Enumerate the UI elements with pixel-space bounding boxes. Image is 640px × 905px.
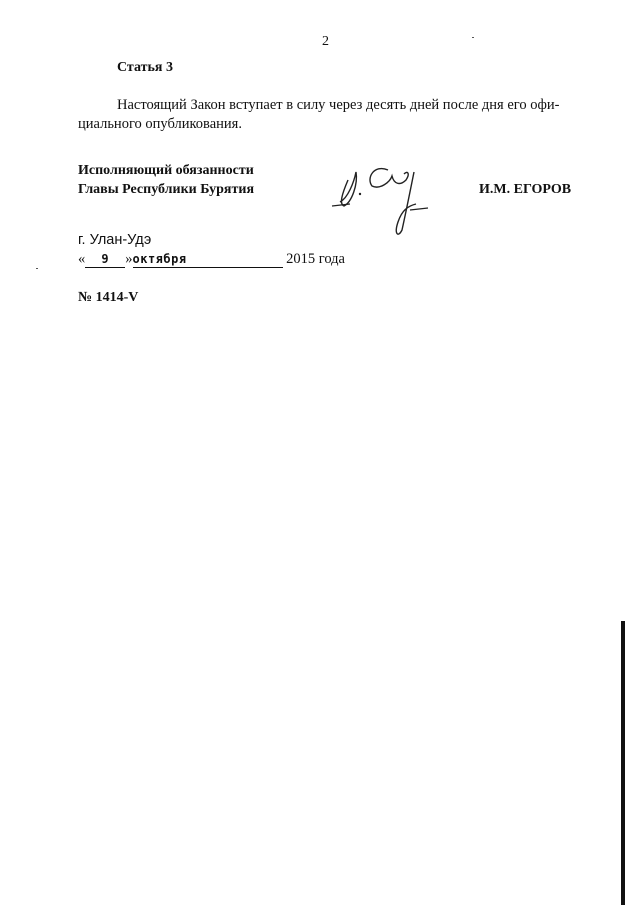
article-title: Статья 3	[117, 60, 173, 75]
law-number: № 1414-V	[78, 290, 139, 305]
date-open-quote: «	[78, 251, 86, 267]
scan-edge-shadow	[621, 621, 625, 905]
signatory-name: И.М. ЕГОРОВ	[479, 182, 572, 197]
article-text-line-1: Настоящий Закон вступает в силу через десять дней после дня его офи-	[117, 97, 560, 113]
place-of-signing: г. Улан-Удэ	[78, 232, 152, 248]
date-month: октября	[133, 252, 283, 268]
date-year: 2015 года	[286, 251, 345, 267]
signing-date	[78, 251, 345, 268]
signatory-position-line-2: Главы Республики Бурятия	[78, 182, 255, 197]
handwritten-signature	[330, 152, 430, 247]
page-number: 2	[322, 34, 329, 49]
scan-speck	[36, 268, 38, 269]
date-day: 9	[85, 252, 125, 268]
signatory-position-line-1: Исполняющий обязанности	[78, 163, 254, 178]
date-close-quote: »	[125, 251, 133, 267]
scan-speck	[472, 37, 474, 38]
article-text-line-2: циального опубликования.	[78, 116, 242, 132]
